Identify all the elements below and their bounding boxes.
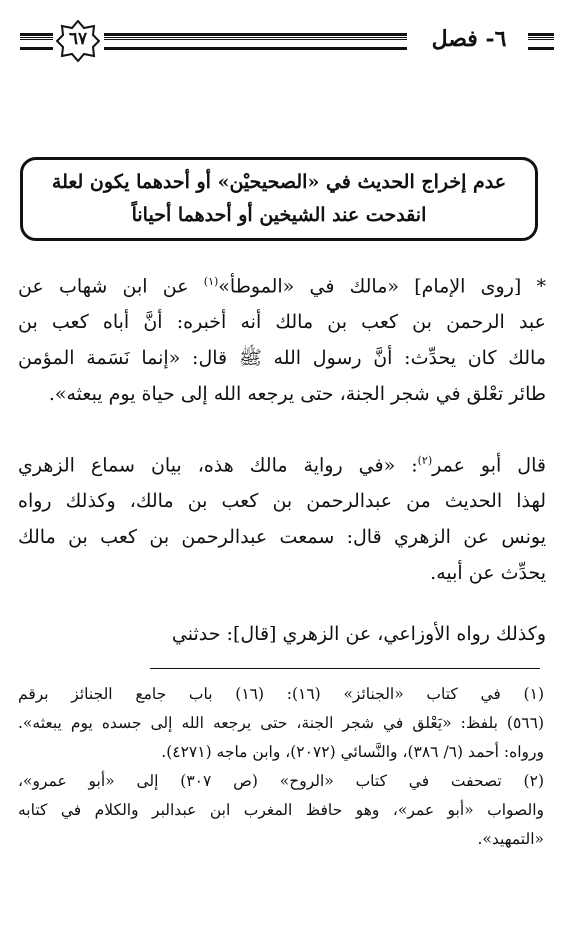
page-number-badge xyxy=(56,20,100,62)
section-title-box xyxy=(20,157,538,241)
text-line: يحدِّث عن أبيه. xyxy=(430,562,546,585)
text-span: * [روى الإمام] «مالك في «الموطأ» xyxy=(218,275,546,298)
text-line: لهذا الحديث من عبدالرحمن بن كعب بن مالك، وكذلك رواه xyxy=(18,490,546,513)
footnote-divider xyxy=(150,668,540,669)
paragraph-1 xyxy=(18,264,546,412)
paragraph-3 xyxy=(18,616,546,652)
header-rule-right xyxy=(528,33,554,50)
footnote-1-line: (١) في كتاب «الجنائز» (١٦): (١٦) باب جامع الجنائز برقم xyxy=(18,685,544,703)
footnote-2-line: والصواب «أبو عمر»، وهو حافظ المغرب ابن عبدالبر والكلام في كتابه xyxy=(18,801,544,819)
text-line xyxy=(18,264,546,304)
header-rule-left xyxy=(20,33,53,50)
paragraph-2 xyxy=(18,443,546,591)
page-number: ٦٧ xyxy=(68,29,88,49)
text-span: عن ابن شهاب عن xyxy=(18,275,204,298)
text-line: يونس عن الزهري قال: سمعت عبدالرحمن بن كعب بن مالك xyxy=(18,526,546,549)
text-line: طائر تعْلق في شجر الجنة، حتى يرجعه الله إلى حياة يوم يبعثه». xyxy=(48,383,546,406)
footnote-ref-2[interactable]: (٢) xyxy=(417,454,433,467)
text-span: : «في رواية مالك هذه، بيان سماع الزهري xyxy=(18,454,418,477)
footnote-2-line: «التمهيد». xyxy=(477,830,544,848)
header-rule-middle xyxy=(104,33,407,50)
footnotes xyxy=(18,680,544,854)
footnote-1-line: ورواه: أحمد (٦/ ٣٨٦)، والنَّسائي (٢٠٧٢)، وابن ماجه (٤٢٧١). xyxy=(161,743,544,761)
footnote-ref-1[interactable]: (١) xyxy=(203,275,219,288)
footnote-2-line: (٢) تصحفت في كتاب «الروح» (ص ٣٠٧) إلى «أبو عمرو»، xyxy=(18,772,544,790)
section-title-line-2: انقدحت عند الشيخين أو أحدهما أحياناً xyxy=(131,204,427,226)
section-title-line-1: عدم إخراج الحديث في «الصحيحيْن» أو أحدهما يكون لعلة xyxy=(51,171,507,193)
chapter-title: ٦- فصل xyxy=(431,26,507,52)
text-span: قال أبو عمر xyxy=(432,454,546,477)
page-header xyxy=(18,20,548,64)
text-line: مالك كان يحدِّث: أنَّ رسول الله ﷺ قال: «إنما نَسَمة المؤمن xyxy=(18,347,546,370)
text-line: وكذلك رواه الأوزاعي، عن الزهري [قال]: حدثني xyxy=(171,623,546,645)
text-line: عبد الرحمن بن كعب بن مالك أنه أخبره: أنَّ أباه كعب بن xyxy=(18,311,546,334)
footnote-1-line: (٥٦٦) بلفظ: «يَعْلق في شجر الجنة، حتى يرجعه الله إلى جسده يوم يبعثه». xyxy=(18,714,544,732)
text-line xyxy=(18,443,546,483)
